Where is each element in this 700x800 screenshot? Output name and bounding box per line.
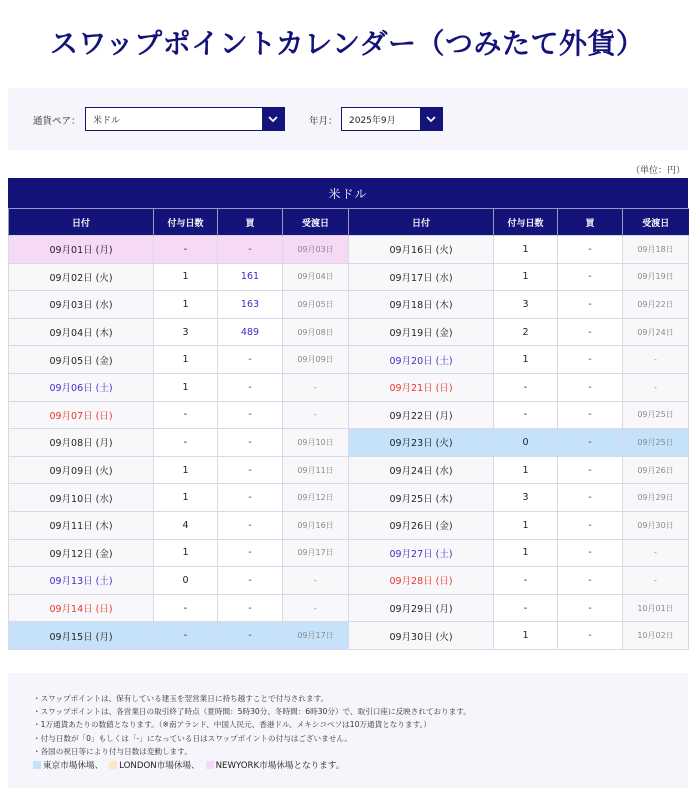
table-row	[9, 456, 689, 484]
days-cell: 1	[494, 263, 558, 291]
buy-cell: -	[218, 401, 283, 429]
days-cell: 3	[154, 318, 218, 346]
buy-cell: -	[558, 567, 623, 595]
chevron-down-icon[interactable]	[262, 108, 284, 130]
date-cell: 09月03日 (水)	[9, 291, 154, 319]
legend-tokyo	[33, 759, 103, 771]
legend-newyork-label: NEWYORK市場休場となります。	[215, 761, 345, 772]
delivery-cell: 09月04日	[283, 263, 349, 291]
days-cell: -	[494, 567, 558, 595]
buy-cell: -	[218, 373, 283, 401]
date-cell: 09月30日 (火)	[349, 622, 494, 650]
column-header-days: 付与日数	[494, 209, 558, 236]
delivery-cell: 09月08日	[283, 318, 349, 346]
delivery-cell: -	[623, 567, 689, 595]
buy-cell: 489	[218, 318, 283, 346]
table-row	[9, 263, 689, 291]
days-cell: 1	[494, 236, 558, 264]
delivery-cell: 09月25日	[623, 401, 689, 429]
delivery-cell: 09月29日	[623, 484, 689, 512]
delivery-cell: -	[623, 373, 689, 401]
date-cell: 09月26日 (金)	[349, 511, 494, 539]
table-row	[9, 291, 689, 319]
table-row	[9, 484, 689, 512]
buy-cell: -	[558, 594, 623, 622]
date-cell: 09月10日 (水)	[9, 484, 154, 512]
days-cell: 1	[154, 346, 218, 374]
table-row	[9, 539, 689, 567]
buy-cell: -	[558, 511, 623, 539]
date-cell: 09月29日 (月)	[349, 594, 494, 622]
date-cell: 09月27日 (土)	[349, 539, 494, 567]
days-cell: -	[154, 401, 218, 429]
buy-cell: -	[218, 484, 283, 512]
date-cell: 09月16日 (火)	[349, 236, 494, 264]
delivery-cell: -	[283, 401, 349, 429]
delivery-cell: 09月26日	[623, 456, 689, 484]
buy-cell: 161	[218, 263, 283, 291]
days-cell: 1	[494, 622, 558, 650]
table-row	[9, 373, 689, 401]
delivery-cell: -	[283, 373, 349, 401]
buy-cell: -	[218, 622, 283, 650]
date-cell: 09月11日 (木)	[9, 511, 154, 539]
table-row	[9, 236, 689, 264]
column-header-buy: 買	[558, 209, 623, 236]
date-cell: 09月25日 (木)	[349, 484, 494, 512]
buy-cell: 163	[218, 291, 283, 319]
currency-pair-label: 通貨ペア：	[33, 116, 81, 127]
days-cell: -	[154, 236, 218, 264]
date-cell: 09月24日 (水)	[349, 456, 494, 484]
buy-cell: -	[558, 539, 623, 567]
date-cell: 09月01日 (月)	[9, 236, 154, 264]
days-cell: -	[154, 622, 218, 650]
buy-cell: -	[218, 236, 283, 264]
delivery-cell: 09月24日	[623, 318, 689, 346]
buy-cell: -	[558, 622, 623, 650]
column-header-delivery: 受渡日	[283, 209, 349, 236]
date-cell: 09月08日 (月)	[9, 429, 154, 457]
days-cell: 1	[154, 539, 218, 567]
days-cell: -	[494, 373, 558, 401]
buy-cell: -	[218, 429, 283, 457]
buy-cell: -	[218, 594, 283, 622]
delivery-cell: 09月10日	[283, 429, 349, 457]
days-cell: 2	[494, 318, 558, 346]
buy-cell: -	[218, 567, 283, 595]
days-cell: 1	[494, 456, 558, 484]
currency-pair-select[interactable]	[85, 107, 285, 131]
table-row	[9, 318, 689, 346]
delivery-cell: 10月01日	[623, 594, 689, 622]
column-header-days: 付与日数	[154, 209, 218, 236]
days-cell: 3	[494, 484, 558, 512]
note-text: ・各国の祝日等により付与日数は変動します。	[33, 746, 192, 756]
page-title: スワップポイントカレンダー（つみたて外貨）	[50, 27, 645, 60]
note-text: ・1万通貨あたりの数値となります。（※南アランド、中国人民元、香港ドル、メキシコペソは10万通貨となります。）	[33, 720, 431, 730]
delivery-cell: 09月30日	[623, 511, 689, 539]
year-month-value: 2025年9月	[349, 115, 396, 126]
legend-swatch-london	[109, 761, 117, 769]
date-cell: 09月04日 (木)	[9, 318, 154, 346]
legend-london-label: LONDON市場休場、	[119, 761, 200, 772]
days-cell: -	[154, 594, 218, 622]
column-header-buy: 買	[218, 209, 283, 236]
date-cell: 09月23日 (火)	[349, 429, 494, 457]
date-cell: 09月28日 (日)	[349, 567, 494, 595]
currency-header: 米ドル	[8, 178, 688, 208]
date-cell: 09月17日 (水)	[349, 263, 494, 291]
delivery-cell: 09月17日	[283, 622, 349, 650]
buy-cell: -	[558, 263, 623, 291]
table-row	[9, 567, 689, 595]
legend-newyork	[206, 759, 345, 771]
holiday-legend	[33, 759, 688, 771]
year-month-select[interactable]	[341, 107, 443, 131]
date-cell: 09月20日 (土)	[349, 346, 494, 374]
days-cell: 1	[494, 346, 558, 374]
days-cell: 0	[494, 429, 558, 457]
delivery-cell: 09月16日	[283, 511, 349, 539]
unit-label: （単位：円）	[630, 166, 685, 176]
note-text: ・付与日数が「0」もしくは「-」になっている日はスワップポイントの付与はございません。	[33, 733, 352, 743]
delivery-cell: -	[623, 539, 689, 567]
table-header-row	[9, 209, 689, 236]
note-text: ・スワップポイントは、保有している建玉を翌営業日に持ち越すことで付与されます。	[33, 694, 329, 703]
delivery-cell: 09月18日	[623, 236, 689, 264]
date-cell: 09月07日 (日)	[9, 401, 154, 429]
column-header-date: 日付	[9, 209, 154, 236]
date-cell: 09月14日 (日)	[9, 594, 154, 622]
buy-cell: -	[558, 291, 623, 319]
buy-cell: -	[218, 539, 283, 567]
date-cell: 09月19日 (金)	[349, 318, 494, 346]
buy-cell: -	[558, 401, 623, 429]
legend-swatch-tokyo	[33, 761, 41, 769]
column-header-date: 日付	[349, 209, 494, 236]
buy-cell: -	[558, 429, 623, 457]
delivery-cell: 09月05日	[283, 291, 349, 319]
delivery-cell: -	[283, 594, 349, 622]
legend-london	[109, 759, 199, 771]
days-cell: 1	[154, 484, 218, 512]
days-cell: 1	[154, 373, 218, 401]
buy-cell: -	[558, 456, 623, 484]
table-row	[9, 401, 689, 429]
delivery-cell: 09月17日	[283, 539, 349, 567]
days-cell: -	[494, 594, 558, 622]
date-cell: 09月15日 (月)	[9, 622, 154, 650]
days-cell: -	[154, 429, 218, 457]
notes-panel	[8, 673, 688, 788]
date-cell: 09月06日 (土)	[9, 373, 154, 401]
days-cell: 1	[154, 263, 218, 291]
delivery-cell: 09月19日	[623, 263, 689, 291]
legend-swatch-newyork	[206, 761, 214, 769]
buy-cell: -	[218, 346, 283, 374]
date-cell: 09月18日 (木)	[349, 291, 494, 319]
buy-cell: -	[558, 236, 623, 264]
table-row	[9, 594, 689, 622]
days-cell: 3	[494, 291, 558, 319]
date-cell: 09月09日 (火)	[9, 456, 154, 484]
days-cell: -	[494, 401, 558, 429]
year-month-label: 年月：	[309, 116, 338, 127]
filter-panel	[8, 88, 688, 150]
date-cell: 09月12日 (金)	[9, 539, 154, 567]
delivery-cell: 10月02日	[623, 622, 689, 650]
table-row	[9, 511, 689, 539]
table-row	[9, 346, 689, 374]
days-cell: 1	[154, 456, 218, 484]
chevron-down-icon[interactable]	[420, 108, 442, 130]
delivery-cell: 09月12日	[283, 484, 349, 512]
buy-cell: -	[218, 511, 283, 539]
days-cell: 4	[154, 511, 218, 539]
buy-cell: -	[558, 318, 623, 346]
currency-pair-value: 米ドル	[93, 115, 121, 126]
buy-cell: -	[558, 373, 623, 401]
delivery-cell: -	[283, 567, 349, 595]
date-cell: 09月13日 (土)	[9, 567, 154, 595]
table-row	[9, 622, 689, 650]
swap-calendar	[8, 178, 688, 650]
date-cell: 09月22日 (月)	[349, 401, 494, 429]
date-cell: 09月05日 (金)	[9, 346, 154, 374]
delivery-cell: -	[623, 346, 689, 374]
days-cell: 1	[494, 539, 558, 567]
delivery-cell: 09月09日	[283, 346, 349, 374]
buy-cell: -	[558, 484, 623, 512]
buy-cell: -	[218, 456, 283, 484]
days-cell: 0	[154, 567, 218, 595]
table-row	[9, 429, 689, 457]
buy-cell: -	[558, 346, 623, 374]
legend-tokyo-label: 東京市場休場、	[43, 761, 104, 772]
delivery-cell: 09月11日	[283, 456, 349, 484]
date-cell: 09月21日 (日)	[349, 373, 494, 401]
delivery-cell: 09月25日	[623, 429, 689, 457]
days-cell: 1	[154, 291, 218, 319]
swap-table	[8, 208, 689, 650]
delivery-cell: 09月22日	[623, 291, 689, 319]
delivery-cell: 09月03日	[283, 236, 349, 264]
note-text: ・スワップポイントは、各営業日の取引終了時点（夏時間：5時30分、冬時間：6時30分）で、取引口座に反映されております。	[33, 707, 471, 717]
column-header-delivery: 受渡日	[623, 209, 689, 236]
date-cell: 09月02日 (火)	[9, 263, 154, 291]
days-cell: 1	[494, 511, 558, 539]
